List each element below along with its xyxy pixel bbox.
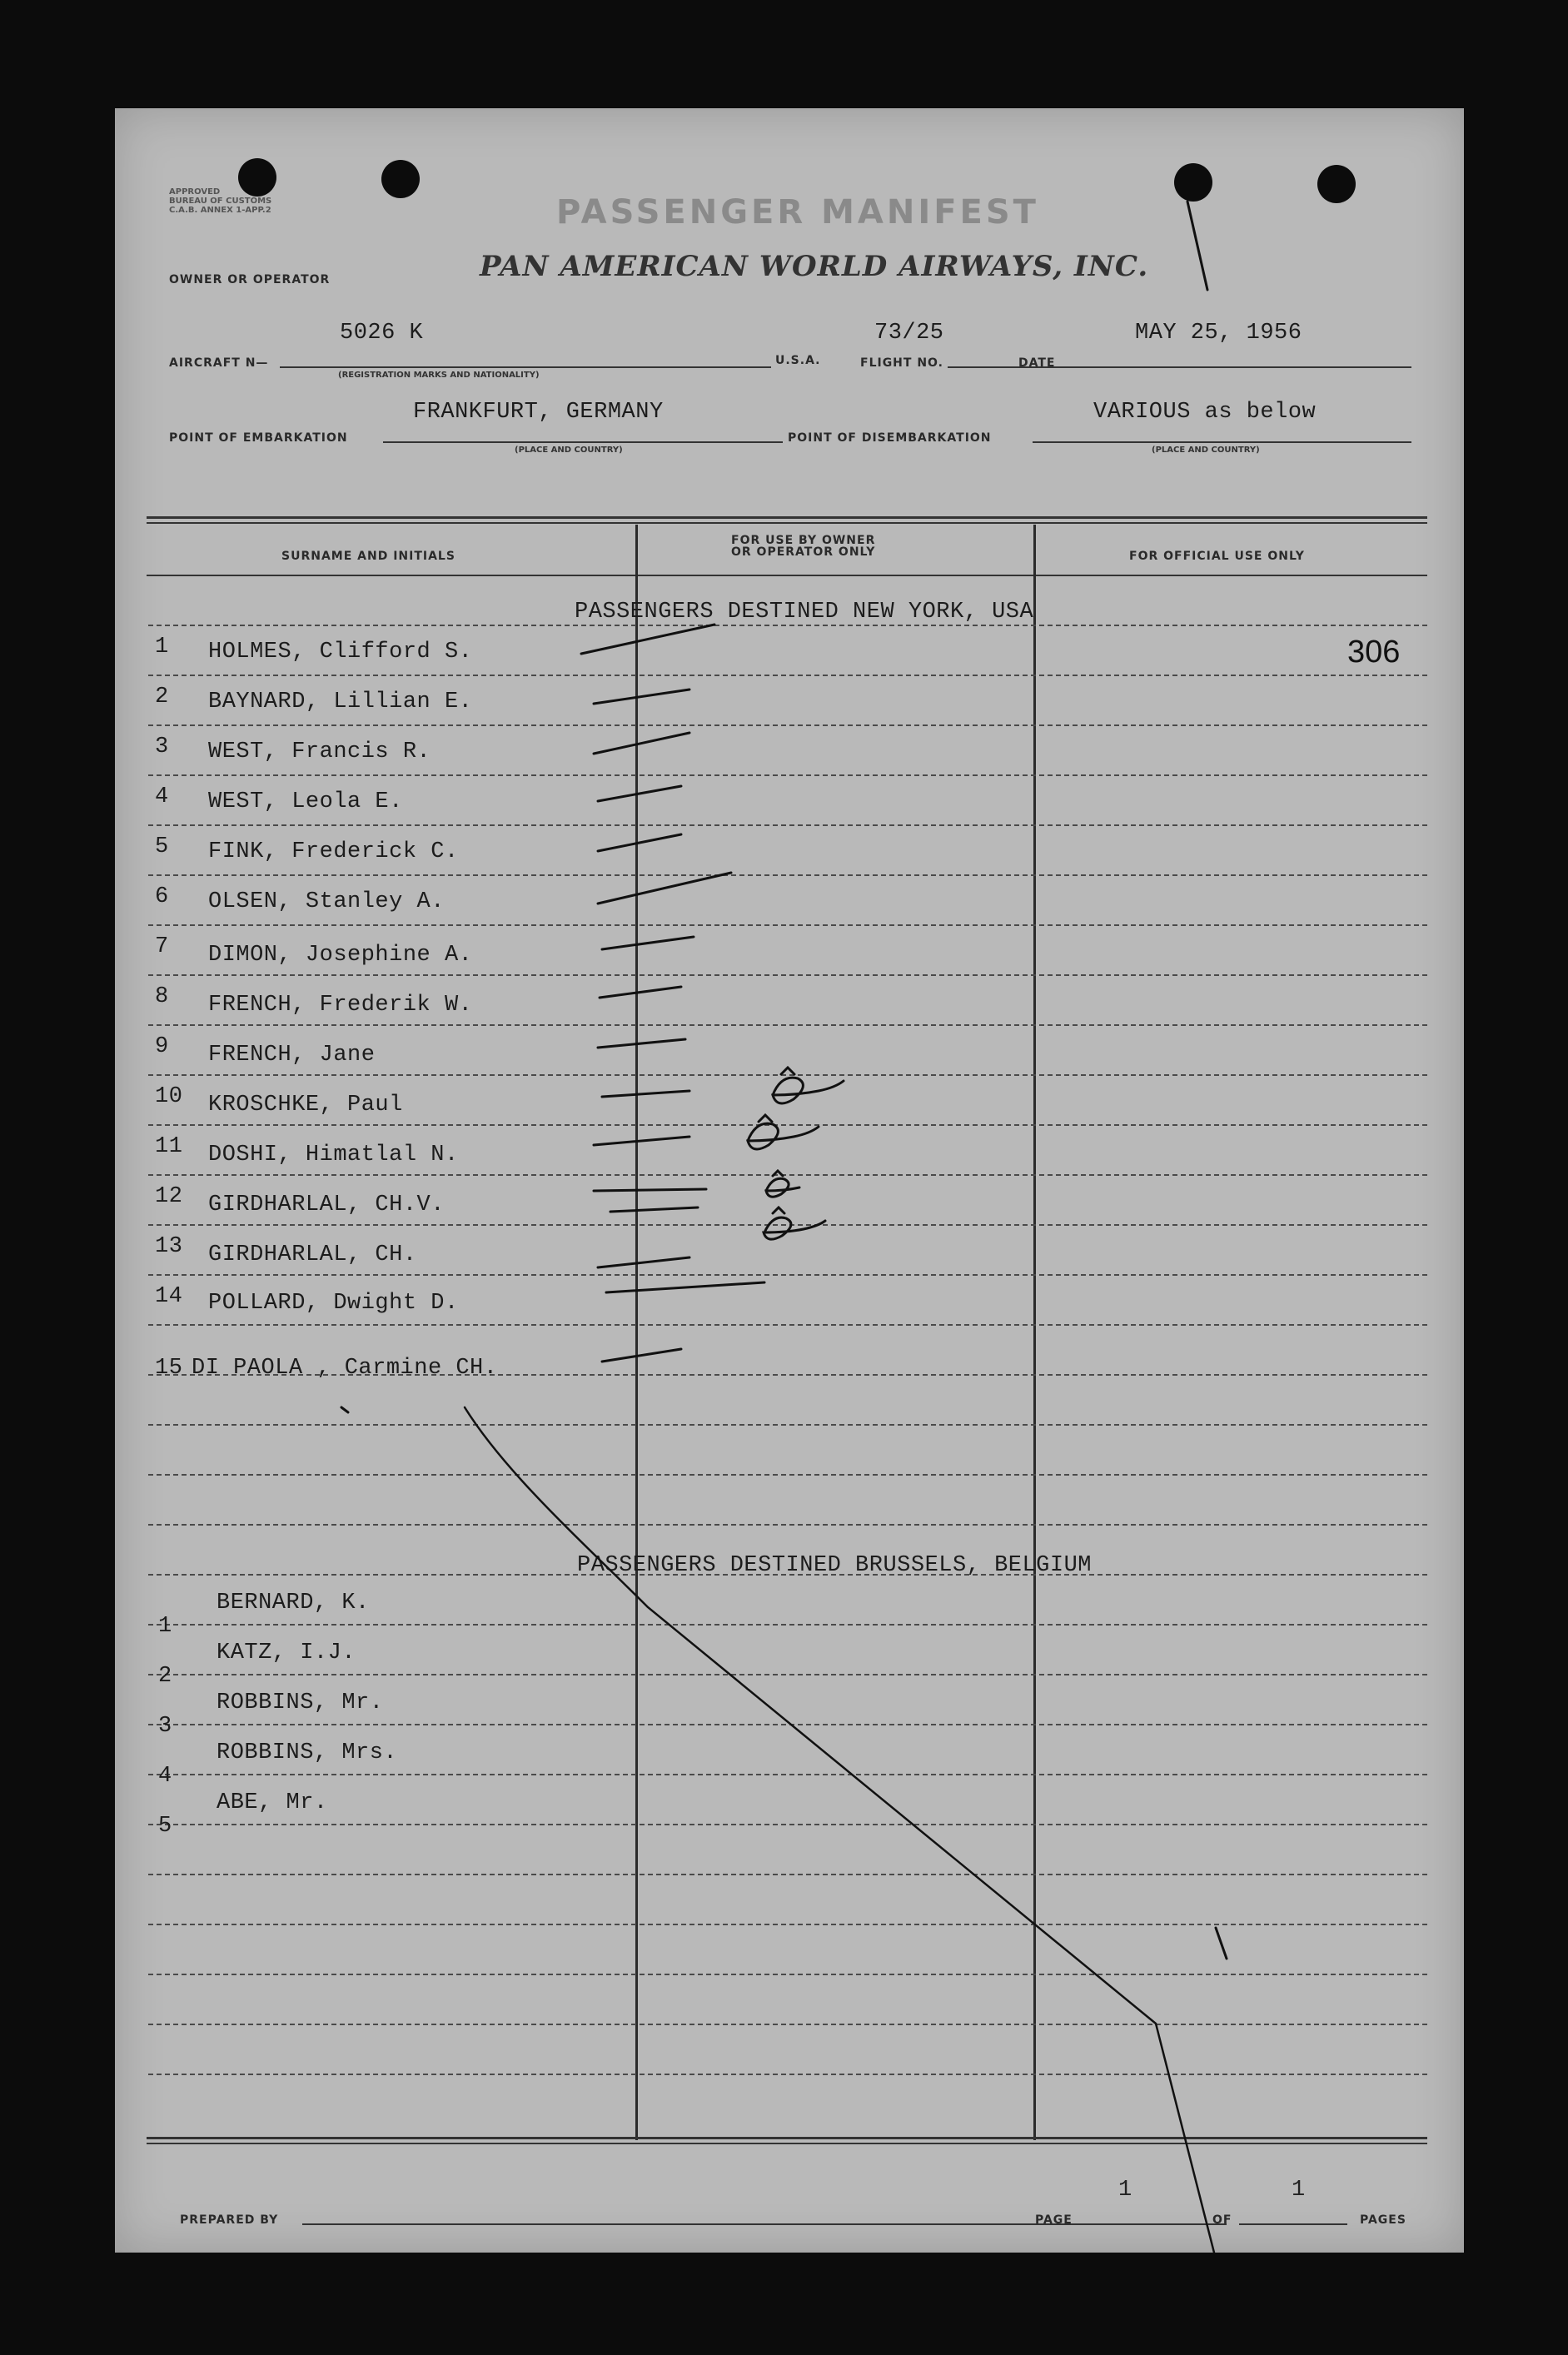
tick-mark [598,834,681,851]
airline-name: PAN AMERICAN WORLD AIRWAYS, INC. [480,250,1149,283]
passenger-name: HOLMES, Clifford S. [208,640,473,665]
handwritten-accent [773,1207,784,1213]
handwritten-a [766,1178,799,1197]
row-number: 3 [158,1714,172,1739]
row-number: 7 [155,934,169,959]
tick-mark [594,1137,689,1145]
row-number: 14 [155,1284,183,1309]
tick-mark [602,1349,681,1362]
passenger-name: WEST, Leola E. [208,789,403,814]
passenger-name: FINK, Frederick C. [208,839,459,864]
passenger-name: BAYNARD, Lillian E. [208,690,473,714]
stamp-number: 306 [1347,635,1401,670]
passenger-name: FRENCH, Jane [208,1043,376,1068]
row-number: 1 [158,1614,172,1639]
row-number: 4 [158,1764,172,1789]
row-number: 4 [155,784,169,809]
handwritten-a [748,1123,819,1149]
passenger-name: POLLARD, Dwight D. [208,1291,459,1316]
row-number: 2 [158,1664,172,1689]
section-heading-new-york: PASSENGERS DESTINED NEW YORK, USA [575,600,1034,625]
passenger-name: DIMON, Josephine A. [208,943,473,968]
row-number: 12 [155,1184,183,1209]
row-number: 11 [155,1134,183,1159]
of-value: 1 [1292,2178,1306,2203]
col-header-owner: FOR USE BY OWNER OR OPERATOR ONLY [731,534,876,559]
of-label: OF [1212,2213,1232,2227]
diagonal-strike-line [465,1407,1214,2253]
handwritten-a [764,1217,825,1239]
row-number: 10 [155,1084,183,1109]
passenger-name: WEST, Francis R. [208,739,431,764]
embark-label: POINT OF EMBARKATION [169,431,348,445]
tick-mark [600,987,681,998]
prepared-by-label: PREPARED BY [180,2213,279,2227]
passenger-name: GIRDHARLAL, CH.V. [208,1192,445,1217]
flight-label: FLIGHT NO. [860,356,943,370]
passenger-name: KROSCHKE, Paul [208,1093,403,1118]
approval-block: APPROVED BUREAU OF CUSTOMS C.A.B. ANNEX 1-APP.2 [169,187,272,215]
usa-label: U.S.A. [775,354,821,367]
handwritten-a [773,1078,844,1103]
disembark-label: POINT OF DISEMBARKATION [788,431,992,445]
passenger-name: DI PAOLA , Carmine CH. [192,1356,498,1381]
disembark-value: VARIOUS as below [1093,400,1317,425]
passenger-name: FRENCH, Frederik W. [208,993,473,1018]
row-number: 15 [155,1356,183,1381]
tick-mark [594,733,689,754]
handwritten-marks [115,108,1464,2253]
date-label: DATE [1018,356,1056,370]
page-value: 1 [1118,2178,1132,2203]
row-number: 13 [155,1234,183,1259]
passenger-name: KATZ, I.J. [217,1641,356,1665]
passenger-name: ROBBINS, Mr. [217,1690,384,1715]
row-number: 1 [155,635,169,660]
place-country-left: (PLACE AND COUNTRY) [515,446,623,455]
handwritten-accent [773,1171,783,1176]
aircraft-value: 5026 K [340,321,424,346]
date-value: MAY 25, 1956 [1135,321,1302,346]
passenger-name: GIRDHARLAL, CH. [208,1242,417,1267]
row-number: 6 [155,884,169,909]
passenger-name: DOSHI, Himatlal N. [208,1143,459,1168]
passenger-name: ROBBINS, Mrs. [217,1740,398,1765]
tick-mark [594,1189,706,1191]
page-title: PASSENGER MANIFEST [556,193,1039,232]
row-number: 3 [155,734,169,759]
pen-mark [1216,1928,1227,1959]
row-number: 5 [158,1814,172,1839]
tick-mark [602,937,694,949]
passenger-name: OLSEN, Stanley A. [208,889,445,914]
handwritten-accent [781,1068,794,1074]
row-number: 8 [155,984,169,1009]
row-number: 5 [155,834,169,859]
row-number: 9 [155,1034,169,1059]
tick-mark [598,873,731,904]
col-header-surname: SURNAME AND INITIALS [281,550,455,563]
row-number: 2 [155,685,169,709]
tick-mark [594,690,689,704]
tick-mark [606,1282,764,1292]
tick-mark [602,1091,689,1097]
place-country-right: (PLACE AND COUNTRY) [1152,446,1260,455]
manifest-sheet [115,108,1464,2253]
tick-mark [581,625,714,654]
col-header-official: FOR OFFICIAL USE ONLY [1129,550,1305,563]
tick-mark [598,1039,685,1048]
handwritten-accent [759,1115,772,1122]
page-label: PAGE [1035,2213,1073,2227]
pen-mark [1187,202,1207,290]
registration-note: (REGISTRATION MARKS AND NATIONALITY) [338,371,540,380]
tick-mark [598,1257,689,1267]
passenger-name: ABE, Mr. [217,1790,328,1815]
owner-label: OWNER OR OPERATOR [169,273,331,286]
tick-mark [598,786,681,801]
flight-value: 73/25 [874,321,944,346]
aircraft-label: AIRCRAFT N— [169,356,269,370]
pages-label: PAGES [1360,2213,1406,2227]
tick-mark [610,1207,698,1212]
embark-value: FRANKFURT, GERMANY [413,400,664,425]
section-heading-brussels: PASSENGERS DESTINED BRUSSELS, BELGIUM [577,1553,1092,1578]
passenger-name: BERNARD, K. [217,1591,370,1616]
pen-mark [341,1407,348,1412]
